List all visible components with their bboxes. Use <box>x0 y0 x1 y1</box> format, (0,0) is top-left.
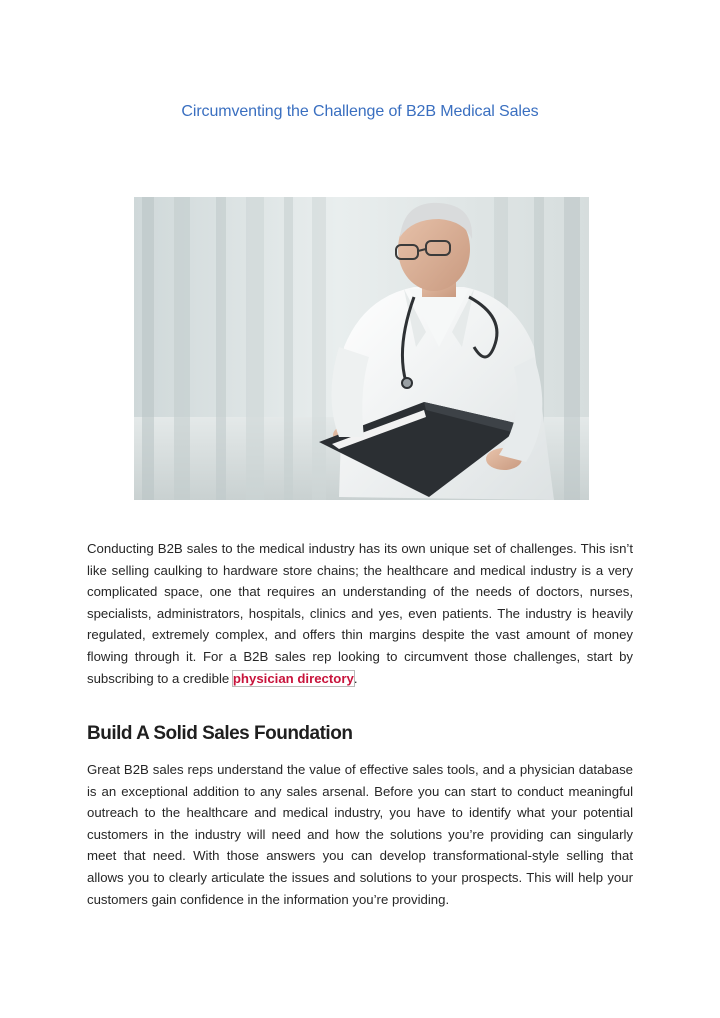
physician-directory-link[interactable]: physician directory <box>232 670 354 686</box>
page-title: Circumventing the Challenge of B2B Medical Sales <box>181 103 539 120</box>
section-heading: Build A Solid Sales Foundation <box>87 723 353 744</box>
foundation-paragraph: Great B2B sales reps understand the value of effective sales tools, and a physician database is an exceptional addition to any sales arsenal. Before you can start to conduct meaningful outreach to the healthcare and medical industry, you have to identify what your potential customers in the industry will need and how the solutions you’re providing can singularly meet that need. With those answers you can develop transformational-style selling that allows you to clearly articulate the issues and solutions to your prospects. This will help your customers gain confidence in the information you’re providing. <box>87 762 633 907</box>
doctor-photo <box>134 197 589 500</box>
intro-text: Conducting B2B sales to the medical industry has its own unique set of challenges. This isn’t like selling caulking to hardware store chains; the healthcare and medical industry is a very complicated space, one that requires an understanding of the needs of doctors, nurses, specialists, administrators, hospitals, clinics and yes, even patients. The industry is heavily regulated, extremely complex, and offers thin margins despite the vast amount of money flowing through it. For a B2B sales rep looking to circumvent those challenges, start by subscribing to a credible <box>87 541 633 686</box>
intro-text-end: . <box>353 670 358 686</box>
doctor-reading-folder-image <box>134 197 589 500</box>
intro-paragraph <box>87 538 633 689</box>
